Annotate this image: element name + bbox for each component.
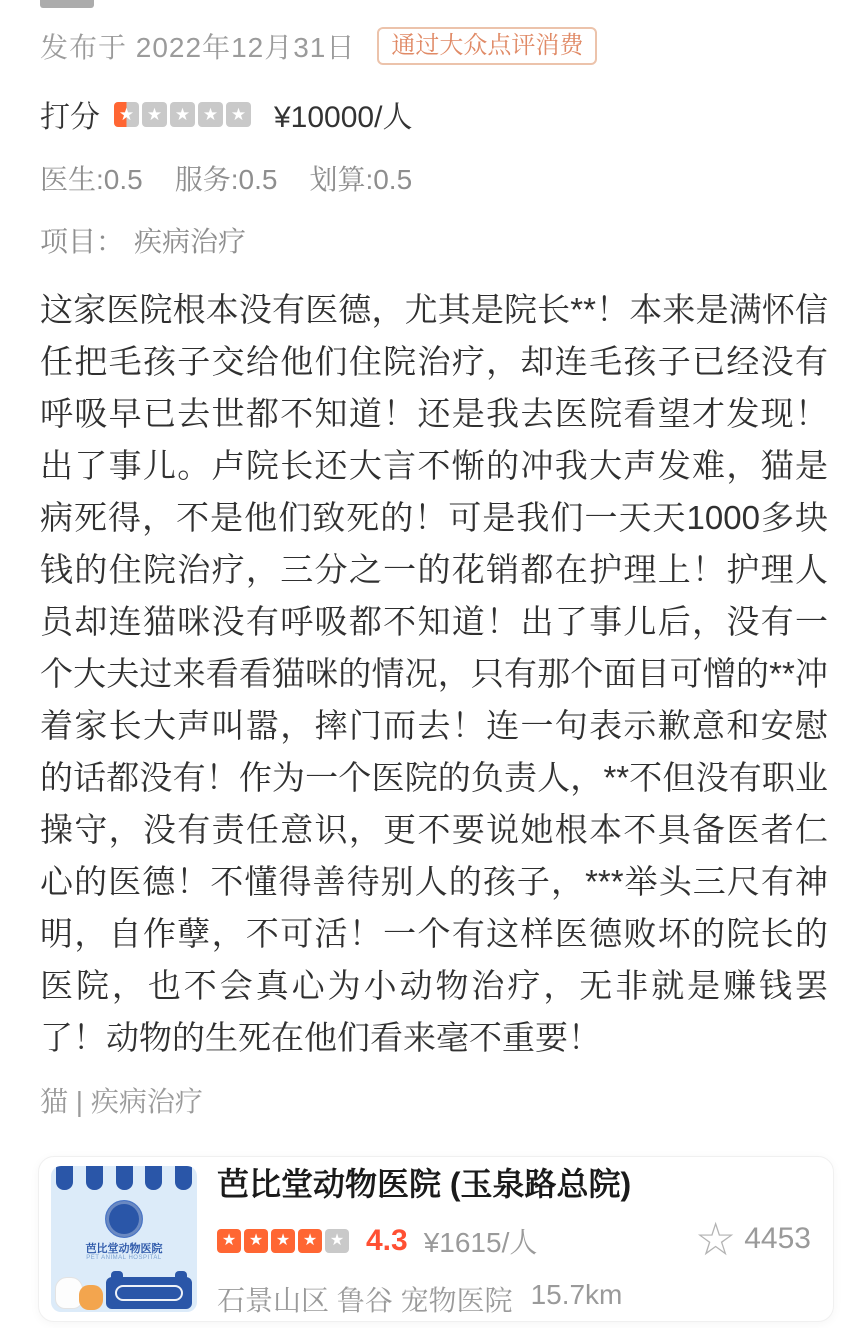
storefront-banner	[106, 1277, 192, 1309]
shop-stats-row	[217, 1221, 695, 1261]
verified-consumption-badge: 通过大众点评消费	[377, 27, 597, 65]
rating-row	[40, 92, 826, 136]
shop-location-row	[217, 1279, 695, 1319]
favorite-star-icon[interactable]: ☆	[695, 1213, 737, 1265]
project-label: 项目：	[40, 226, 125, 257]
sub-ratings-row	[40, 158, 826, 198]
sub-rating-service: 服务:0.5	[174, 164, 278, 195]
review-tags: 猫 | 疾病治疗	[40, 1086, 203, 1117]
score-label: 打分	[40, 101, 100, 134]
shop-price-per-person: ¥1615/人	[423, 1227, 538, 1258]
sub-rating-value: 划算:0.5	[309, 164, 413, 195]
thumb-shop-name: 芭比堂动物医院	[85, 1243, 163, 1255]
shop-distance: 15.7km	[530, 1279, 623, 1310]
shop-location: 石景山区 鲁谷 宠物医院	[217, 1285, 513, 1316]
shop-thumbnail-image[interactable]	[51, 1166, 197, 1312]
favorite-section	[695, 1213, 811, 1265]
project-row	[40, 220, 826, 260]
sub-rating-doctor: 医生:0.5	[40, 164, 143, 195]
favorite-count: 4453	[744, 1222, 811, 1255]
shop-logo-seal	[105, 1200, 143, 1238]
shop-star-rating: ★ ★ ★ ★ ★	[217, 1229, 352, 1253]
price-per-person: ¥10000/人	[274, 101, 413, 134]
review-body-text: 这家医院根本没有医德，尤其是院长**！本来是满怀信任把毛孩子交给他们住院治疗，却连毛孩子已经没有呼吸早已去世都不知道！还是我去医院看望才发现！出了事儿。卢院长还大言不惭的冲我大声发难，猫是病死得，不是他们致死的！可是我们一天天1000多块钱的住院治疗，三分之一的花销都在护理上！护理人员却连猫咪没有呼吸都不知道！出了事儿后，没有一个大夫过来看看猫咪的情况，只有那个面目可憎的**冲着家长大声叫嚣，摔门而去！连一句表示歉意和安慰的话都没有！作为一个医院的负责人，**不但没有职业操守，没有责任意识，更不要说她根本不具备医者仁心的医德！不懂得善待别人的孩子，***举头三尺有神明，自作孽，不可活！一个有这样医德败坏的院长的医院，也不会真心为小动物治疗，无非就是赚钱罢了！动物的生死在他们看来毫不重要！	[40, 291, 828, 1056]
project-value: 疾病治疗	[134, 226, 247, 257]
shop-name[interactable]: 芭比堂动物医院 (玉泉路总院)	[217, 1166, 632, 1202]
orange-cat-illustration	[79, 1285, 103, 1310]
shop-info	[217, 1159, 695, 1319]
cutoff-element	[40, 0, 94, 8]
shop-card[interactable]	[38, 1156, 834, 1322]
publish-date: 发布于 2022年12月31日	[40, 32, 356, 63]
shop-rating-value: 4.3	[366, 1224, 408, 1257]
review-star-rating: ★ ★ ★ ★ ★	[114, 102, 254, 127]
publish-row	[40, 26, 826, 66]
thumb-shop-subtitle: PET ANIMAL HOSPITAL	[86, 1255, 162, 1261]
awning-decoration	[51, 1166, 197, 1194]
